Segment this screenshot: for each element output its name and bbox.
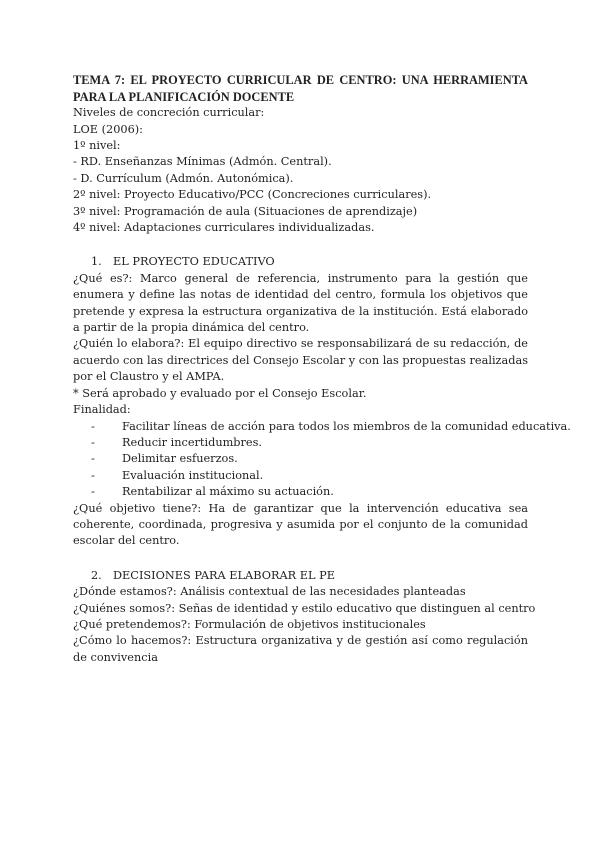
intro-line: 1º nivel: bbox=[73, 139, 121, 152]
list-item bbox=[73, 435, 528, 451]
que-es-paragraph: ¿Qué es?: Marco general de referencia, instrumento para la gestión que enumera y define las notas de identidad del centro, formula los objetivos que pretende y expresa la estructura organizativa de la institución. Está elaborado a partir de la propia dinámica del centro. bbox=[73, 271, 528, 335]
bullet-marker: - bbox=[91, 468, 95, 482]
section-heading-text: EL PROYECTO EDUCATIVO bbox=[113, 255, 275, 269]
section-2-heading bbox=[73, 568, 528, 584]
section-1-heading bbox=[73, 254, 528, 270]
intro-line: - D. Currículum (Admón. Autonómica). bbox=[73, 171, 294, 185]
intro-line: - RD. Enseñanzas Mínimas (Admón. Central). bbox=[73, 155, 332, 169]
decision-line: ¿Qué pretendemos?: Formulación de objetivos institucionales bbox=[73, 617, 426, 631]
decision-line: ¿Dónde estamos?: Análisis contextual de las necesidades planteadas bbox=[73, 585, 466, 599]
list-item bbox=[73, 468, 528, 484]
section-number: 1. bbox=[91, 255, 102, 269]
list-item-text: Delimitar esfuerzos. bbox=[122, 452, 238, 466]
list-item-text: Rentabilizar al máximo su actuación. bbox=[122, 485, 334, 499]
intro-line: 2º nivel: Proyecto Educativo/PCC (Concreciones curriculares). bbox=[73, 188, 432, 202]
section-heading-text: DECISIONES PARA ELABORAR EL PE bbox=[113, 568, 335, 582]
approval-note: * Será aprobado y evaluado por el Consejo Escolar. bbox=[73, 386, 367, 400]
decision-line: ¿Quiénes somos?: Señas de identidad y estilo educativo que distinguen al centro bbox=[73, 601, 536, 615]
document-title: TEMA 7: EL PROYECTO CURRICULAR DE CENTRO: UNA HERRAMIENTA PARA LA PLANIFICACIÓN DOCENTE bbox=[73, 73, 528, 104]
section-number: 2. bbox=[91, 568, 102, 582]
intro-line: Niveles de concreción curricular: bbox=[73, 106, 265, 120]
bullet-marker: - bbox=[91, 435, 95, 449]
intro-line: 4º nivel: Adaptaciones curriculares individualizadas. bbox=[73, 221, 375, 235]
quien-elabora-paragraph: ¿Quién lo elabora?: El equipo directivo se responsabilizará de su redacción, de acuerdo con las directrices del Consejo Escolar y con las propuestas realizadas por el Claustro y el AMPA. bbox=[73, 337, 529, 384]
list-item bbox=[73, 484, 528, 500]
objetivo-paragraph: ¿Qué objetivo tiene?: Ha de garantizar que la intervención educativa sea coherente, coordinada, progresiva y asumida por el conjunto de la comunidad escolar del centro. bbox=[73, 501, 528, 548]
intro-line: 3º nivel: Programación de aula (Situaciones de aprendizaje) bbox=[73, 204, 418, 218]
intro-line: LOE (2006): bbox=[73, 122, 143, 136]
bullet-marker: - bbox=[91, 485, 95, 499]
finalidad-label: Finalidad: bbox=[73, 403, 131, 417]
bullet-marker: - bbox=[91, 452, 95, 466]
bullet-marker: - bbox=[91, 419, 95, 433]
list-item bbox=[73, 451, 528, 467]
list-item-text: Reducir incertidumbres. bbox=[122, 435, 263, 449]
list-item-text: Facilitar líneas de acción para todos los miembros de la comunidad educativa. bbox=[122, 419, 571, 433]
finalidad-list bbox=[73, 419, 571, 501]
como-paragraph: ¿Cómo lo hacemos?: Estructura organizativa y de gestión así como regulación de convivencia bbox=[73, 634, 528, 664]
list-item-text: Evaluación institucional. bbox=[122, 468, 264, 482]
list-item bbox=[73, 419, 571, 435]
document-body bbox=[73, 72, 571, 666]
